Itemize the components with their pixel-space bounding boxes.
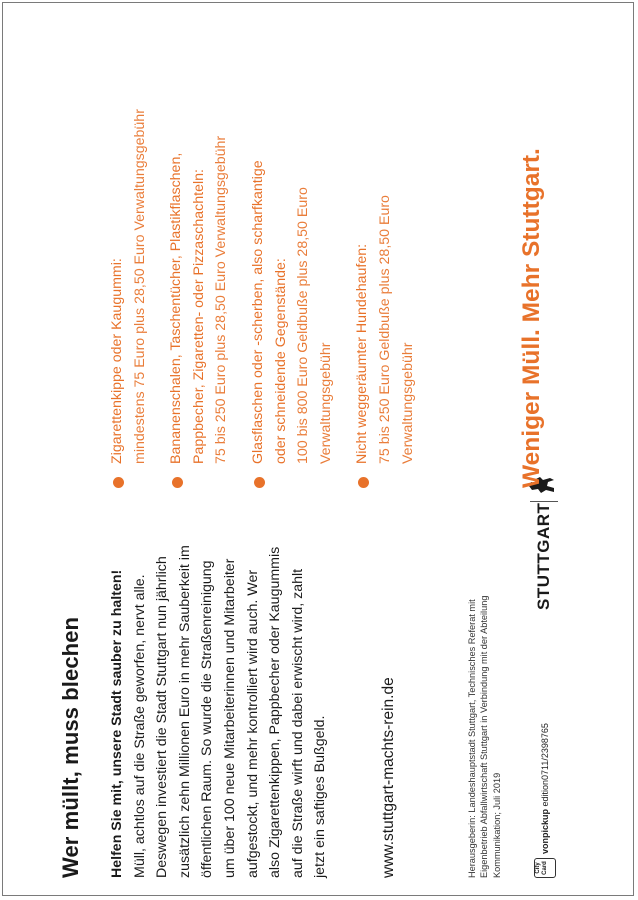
logo-divider xyxy=(530,501,558,502)
penalty-item xyxy=(351,18,419,488)
city-card-badge: City Card xyxy=(534,858,556,878)
intro-lead: Helfen Sie mit, unsere Stadt sauber zu halten! xyxy=(109,569,125,878)
penalty-detail: 100 bis 800 Euro Geldbuße plus 28,50 Euro xyxy=(295,187,312,464)
intro-line: also Zigarettenkippen, Pappbecher oder Kaugummis xyxy=(267,546,284,878)
intro-line: Müll, achtlos auf die Straße geworfen, nervt alle. xyxy=(131,574,148,878)
stuttgart-wordmark: STUTTGART xyxy=(534,502,553,610)
bullet-dot-icon xyxy=(113,477,124,488)
intro-line: aufgestockt, und mehr kontrolliert wird auch. Wer xyxy=(244,569,261,878)
intro-line: zusätzlich zehn Millionen Euro in mehr Sauberkeit im xyxy=(176,545,193,878)
penalty-title: Glasflaschen oder -scherben, also scharfkantige xyxy=(249,160,266,464)
logo-row xyxy=(534,502,568,878)
penalty-detail: Verwaltungsgebühr xyxy=(399,342,416,464)
vonpickup-brand: vonpickup xyxy=(540,808,550,854)
penalty-title: Pappbecher, Zigaretten- oder Pizzaschachteln: xyxy=(190,169,207,464)
penalty-item xyxy=(106,18,151,488)
penalty-title: oder schneidende Gegenstände: xyxy=(272,258,289,464)
intro-text xyxy=(106,506,332,878)
intro-line: öffentlichen Raum. So wurde die Straßenreinigung xyxy=(199,560,216,878)
imprint-line: Eigenbetrieb Abfallwirtschaft Stuttgart in Verbindung mit der Abteilung xyxy=(479,595,490,878)
vonpickup-edition: edition xyxy=(540,779,550,807)
penalty-detail: mindestens 75 Euro plus 28,50 Euro Verwaltungsgebühr xyxy=(131,109,148,464)
intro-line: um über 100 neue Mitarbeiterinnen und Mitarbeiter xyxy=(221,558,238,878)
imprint-line: Kommunikation; Juli 2019 xyxy=(491,772,502,878)
vonpickup-phone: 0711/2398765 xyxy=(540,723,550,780)
penalty-title: Bananenschalen, Taschentücher, Plastikflaschen, xyxy=(168,152,185,464)
intro-line: Deswegen investiert die Stadt Stuttgart nun jährlich xyxy=(154,556,171,878)
imprint xyxy=(466,578,503,878)
penalty-title: Zigarettenkippe oder Kaugummi: xyxy=(109,258,125,464)
intro-line: jetzt ein saftiges Bußgeld. xyxy=(312,715,329,878)
imprint-line: Herausgeberin: Landeshauptstadt Stuttgart, Technisches Referat mit xyxy=(467,599,477,878)
vonpickup-logo xyxy=(540,780,550,854)
penalty-detail: 75 bis 250 Euro Geldbuße plus 28,50 Euro xyxy=(376,195,393,464)
headline: Wer müllt, muss blechen xyxy=(58,616,83,878)
penalty-item xyxy=(165,18,233,488)
bullet-dot-icon xyxy=(254,477,265,488)
bullet-dot-icon xyxy=(172,477,183,488)
penalty-item xyxy=(247,18,337,488)
slogan: Weniger Müll. Mehr Stuttgart. xyxy=(518,148,545,488)
penalty-title: Nicht weggeräumter Hundehaufen: xyxy=(354,243,371,464)
penalty-detail: Verwaltungsgebühr xyxy=(317,342,334,464)
penalty-detail: 75 bis 250 Euro plus 28,50 Euro Verwaltungsgebühr xyxy=(213,135,230,464)
penalty-list xyxy=(106,18,433,488)
website-link[interactable]: www.stuttgart-machts-rein.de xyxy=(380,677,397,878)
intro-line: auf die Straße wirft und dabei erwischt wird, zahlt xyxy=(289,568,306,878)
bullet-dot-icon xyxy=(358,477,369,488)
